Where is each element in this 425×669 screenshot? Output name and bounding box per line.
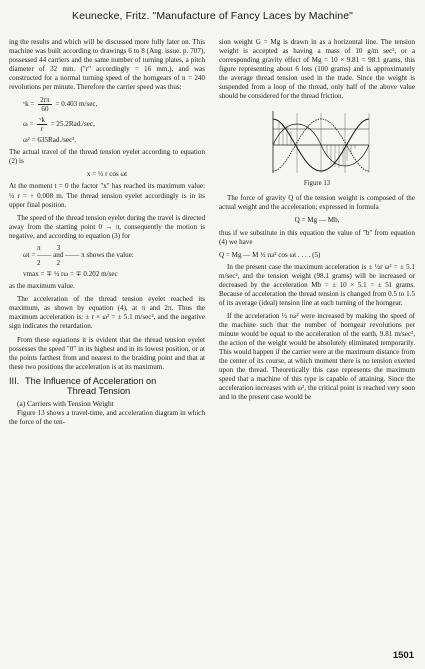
equation-travel: x = ½ r cos ωt bbox=[86, 170, 128, 179]
equation-carrier-speed: ᵛk = $\frac{2r\pi}{60}$ = 0.403 m/sec, bbox=[23, 96, 98, 114]
equation-omega-squared: ω² = 635Rad./sec². bbox=[23, 136, 77, 145]
running-header: Keunecke, Fritz. "Manufacture of Fancy Laces by Machine" bbox=[72, 10, 353, 22]
section-heading: III. The Influence of Acceleration on Thread Tension bbox=[9, 375, 157, 397]
equation-angular-velocity: ω = $\frac{\text{ᵛk}}{r}$ = 25.2Rad./sec, bbox=[23, 116, 95, 134]
paragraph: sion weight G = Mg is drawn in as a horizontal line. The tension weight is accepted as having a mass of 10 g/m sec², or a corresponding gravity effect of Mg = 10 × 9.81 = 98.1 grams, this figure representing about 6 lots (100 grams) and is approximately the average thread tension used in the trade. Since the weight is suspended from a loop of the thread, only half of the above value should be considered for the thread friction. bbox=[219, 38, 415, 101]
travel-acceleration-diagram bbox=[261, 107, 373, 177]
figure-caption: Figure 13 bbox=[303, 180, 331, 188]
paragraph: Figure 13 shows a travel-time, and acceleration diagram in which the force of the ten- bbox=[9, 408, 205, 426]
equation-vmax: vmax = ∓ ½ rω = ∓ 0.202 m/sec bbox=[23, 270, 118, 279]
left-column bbox=[9, 38, 205, 431]
paragraph: If the acceleration ½ rω² were increased by making the speed of the machine such that the number of horngear revolutions per minute would be equal to the acceleration of the earth, 9.81 m/sec², the action of the weight would be absolutely eliminated temporarily. This would happen if the carrier were at the maximum distance from the center of its course, at which moment there is no tension exerted upon the thread. Theoretically this case represents the maximum speed that a machine of this type is capable of attaining. Since the acceleration increases with ω², the critical point is reached very soon and in the present case would be bbox=[219, 311, 415, 402]
paragraph: as the maximum value. bbox=[9, 282, 75, 291]
equation-force: Q = Mg — Mb, bbox=[294, 216, 340, 225]
paragraph: ing the results and which will be discussed more fully later on. This machine was built according to drawings 6 to 8 (Ang. issue. p. 707), possessed 44 carriers and the same number of turning plates, a pitch diameter of 32 mm. ("r" accordingly = 16 mm.), and was constructed for a normal turning speed of the horngears of n = 240 revolutions per minute. Therefore the carrier speed was thus: bbox=[9, 38, 205, 92]
paragraph: The acceleration of the thread tension eyelet reached its maximum, as shown by equation (4), at π and 2π. Thus the maximum acceleration is: ± r × ω² = ± 5.1 m/sec², and the negative sign indicates the retardation. bbox=[9, 295, 205, 331]
paragraph: From these equations it is evident that the thread tension eyelet possesses the speed "0" in its highest and in its lowest position, or at the points farthest from and nearest to the braiding point and that at these two positions the acceleration is at its maximum. bbox=[9, 335, 205, 371]
paragraph: The force of gravity Q of the tension weight is composed of the actual weight and the acceleration; expressed in formula bbox=[219, 194, 415, 212]
equation-5: Q = Mg — M ½ rω² cos ωt . . . . (5) bbox=[219, 250, 321, 259]
paragraph: At the moment t = 0 the factor "x" has reached its maximum value: ½ r = + 0.008 m. The thread tension eyelet accordingly is in its upper final position. bbox=[9, 182, 205, 209]
subsection-heading: (a) Carriers with Tension Weight bbox=[17, 398, 114, 408]
figure-13 bbox=[219, 107, 415, 188]
paragraph: The actual travel of the thread tension eyelet according to equation (2) is bbox=[9, 148, 205, 166]
equation-omega-t: π 3 ωt = —— and —— π shows the value: 2 2 bbox=[23, 243, 134, 267]
paragraph: The speed of the thread tension eyelet during the travel is directed away from the starting point 0 → π, consequently the motion is negative, and according to equation (3) for bbox=[9, 213, 205, 240]
paragraph: thus if we substitute in this equation the value of "b" from equation (4) we have bbox=[219, 228, 415, 246]
page-number: 1501 bbox=[392, 650, 414, 661]
right-column bbox=[219, 38, 415, 406]
paragraph: In the present case the maximum acceleration is ± ½r ω² = ± 5.1 m/sec², and the tension weight (98.1 grams) will be increased or decreased by the acceleration Mb = ± 10 × 5.1 = ± 51 grams. Because of acceleration the thread tension is changed from 0.5 to 1.5 of its average (ideal) tension line at each turning of the horngear. bbox=[219, 262, 415, 307]
